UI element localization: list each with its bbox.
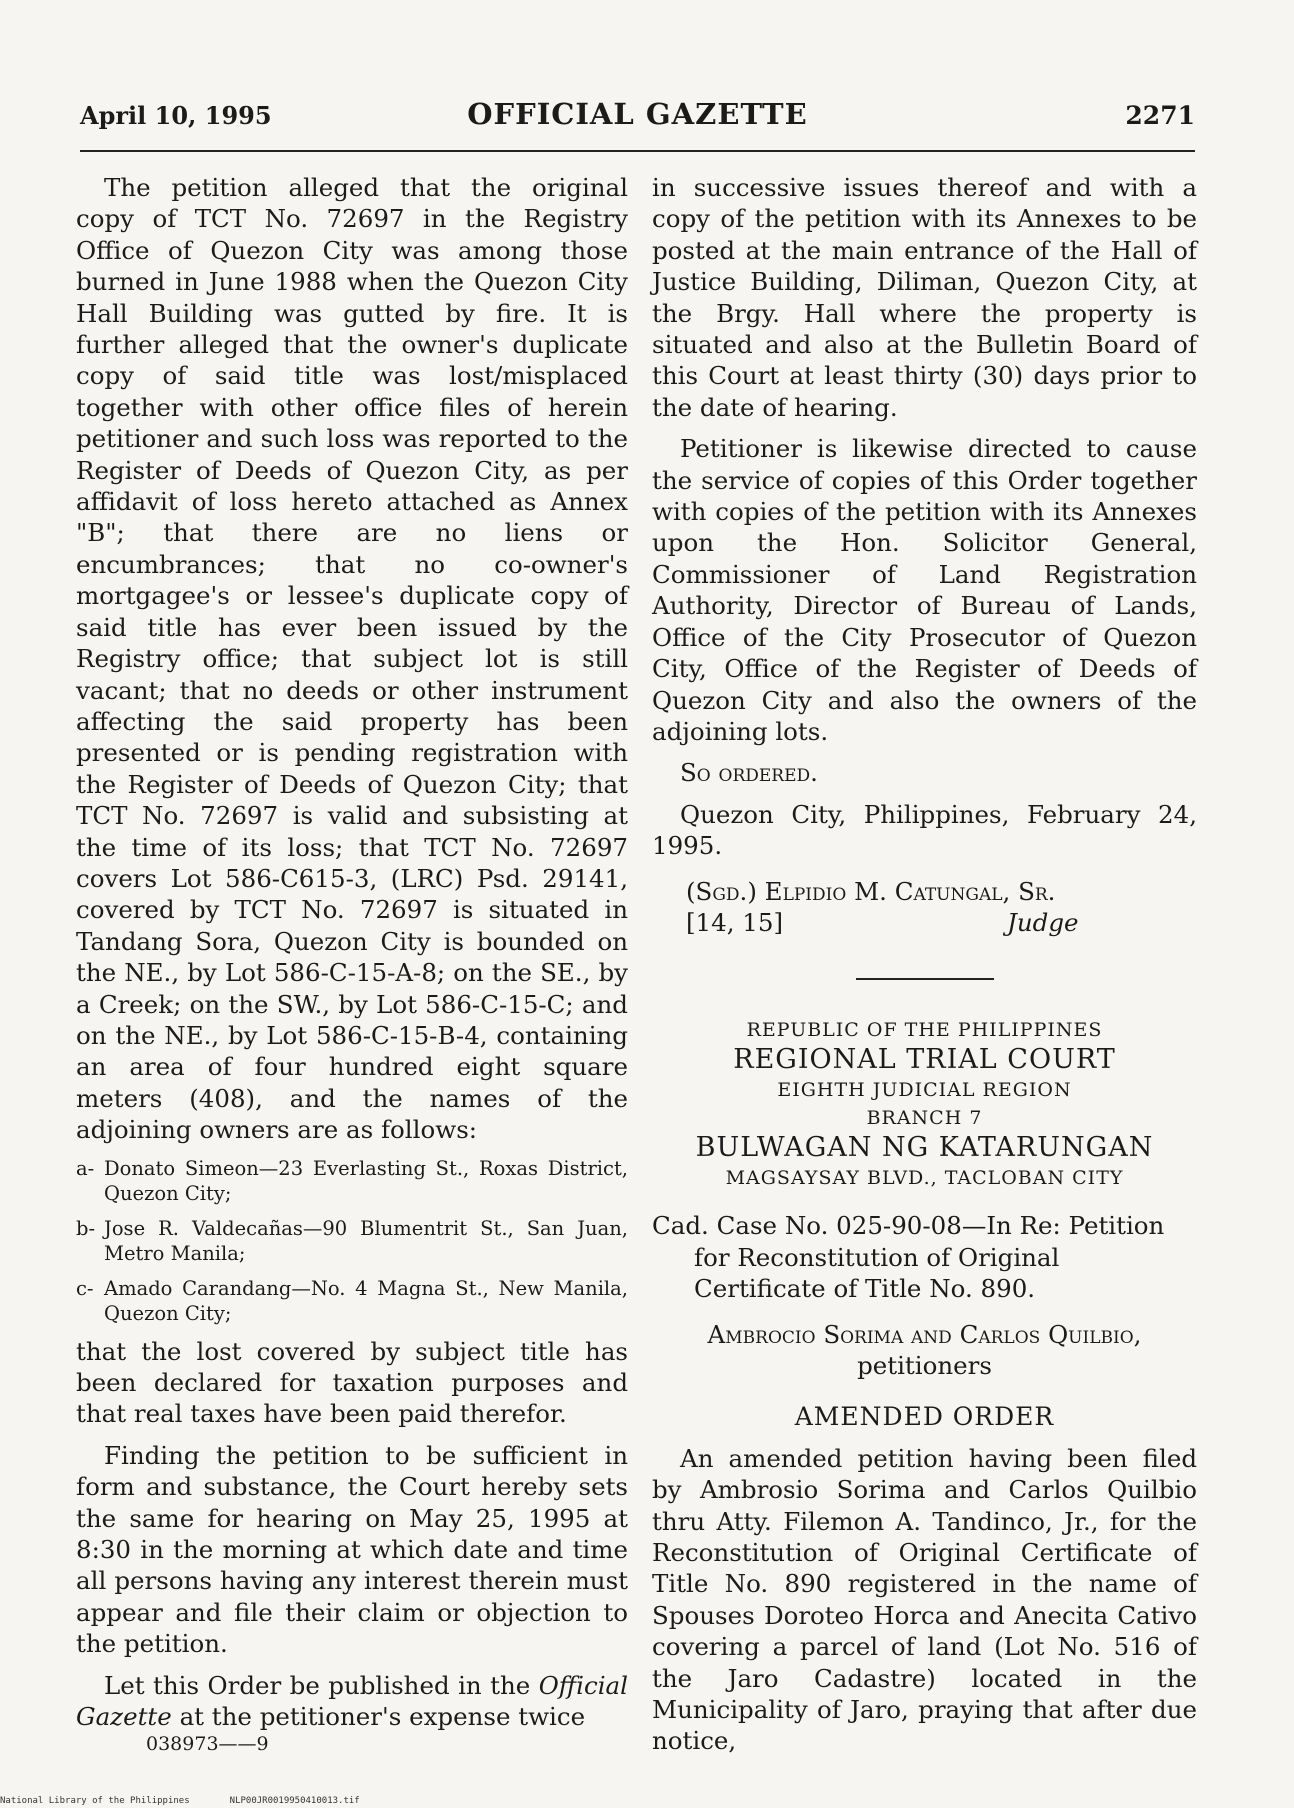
page-number: 2271 — [1125, 101, 1195, 130]
petition-allegations-paragraph: The petition alleged that the original copy of TCT No. 72697 in the Registry Office of Quezon City was among those burned in June 1988 when the Quezon City Hall Building was gutted by fire. It is further alleged that the owner's duplicate copy of said title was lost/misplaced together with other office files of herein petitioner and such loss was reported to the Register of Deeds of Quezon City, as per affidavit of loss hereto attached as Annex "B"; that there are no liens or encumbrances; that no co-owner's mortgagee's or lessee's duplicate copy of said title has ever been issued by the Registry office; that subject lot is still vacant; that no deeds or other instrument affecting the said property has been presented or is pending registration with the Register of Deeds of Quezon City; that TCT No. 72697 is valid and subsisting at the time of its loss; that TCT No. 72697 covers Lot 586-C615-3, (LRC) Psd. 29141, covered by TCT No. 72697 is situated in Tandang Sora, Quezon City is bounded on the NE., by Lot 586-C-15-A-8; on the SE., by a Creek; on the SW., by Lot 586-C-15-C; and on the NE., by Lot 586-C-15-B-4, containing an area of four hundred eight square meters (408), and the names of the adjoining owners are as follows: — [76, 173, 628, 1145]
issue-date: April 10, 1995 — [80, 101, 272, 130]
list-marker: a- — [76, 1156, 95, 1180]
posting-paragraph: in successive issues thereof and with a copy of the petition with its Annexes to be posted at the main entrance of the Hall of Justice Building, Diliman, Quezon City, at the Brgy. Hall where the property is situated and also at the Bulletin Board of this Court at least thirty (30) days prior to the date of hearing. — [652, 173, 1197, 422]
publication-text-end: at the petitioner's expense twice — [171, 1702, 586, 1732]
list-item — [76, 1156, 628, 1206]
order-title: AMENDED ORDER — [794, 1402, 1055, 1432]
list-item — [76, 1276, 628, 1326]
hearing-paragraph: Finding the petition to be sufficient in form and substance, the Court hereby sets the same for hearing on May 25, 1995 at 8:30 in the morning at which date and time all persons having any interest therein must appear and file their claim or objection to the petition. — [76, 1440, 628, 1659]
signature-block — [652, 876, 1197, 939]
owner-entry: Jose R. Valdecañas—90 Blumentrit St., San Juan, Metro Manila; — [104, 1216, 628, 1265]
petitioners-label: petitioners — [857, 1350, 992, 1380]
judge-title: Judge — [1007, 907, 1079, 937]
taxation-paragraph: that the lost covered by subject title has been declared for taxation purposes and that real taxes have been paid therefor. — [76, 1336, 628, 1429]
court-region: EIGHTH JUDICIAL REGION — [777, 1079, 1072, 1102]
print-code: 038973——9 — [146, 1733, 269, 1755]
header-rule — [80, 150, 1195, 152]
gazette-name: Official Gazette — [76, 1670, 628, 1732]
list-marker: c- — [76, 1276, 94, 1300]
section-divider — [856, 978, 994, 980]
publication-text-start: Let this Order be published in the — [104, 1670, 539, 1700]
publication-title: OFFICIAL GAZETTE — [467, 97, 808, 131]
left-column — [76, 172, 628, 1732]
signature-line-2 — [686, 907, 1197, 938]
source-stamp — [0, 1796, 360, 1806]
adjoining-owners-list — [76, 1156, 628, 1326]
publication-paragraph — [76, 1670, 628, 1733]
page-header — [80, 95, 1195, 135]
place-and-date: Quezon City, Philippines, February 24, 1995. — [652, 799, 1197, 861]
service-paragraph: Petitioner is likewise directed to cause the service of copies of this Order together with copies of the petition with its Annexes upon the Hon. Solicitor General, Commissioner of Land Registration Authority, Director of Bureau of Lands, Office of the City Prosecutor of Quezon City, Office of the Register of Deeds of Quezon City and also the owners of the adjoining lots. — [652, 434, 1197, 746]
court-branch: BRANCH 7 — [866, 1107, 983, 1130]
signatory: (Sgd.) Elpidio M. Catungal, Sr. — [686, 876, 1056, 906]
issue-reference: [14, 15] — [686, 907, 784, 937]
court-building: BULWAGAN NG KATARUNGAN — [695, 1132, 1154, 1164]
court-address: MAGSAYSAY BLVD., TACLOBAN CITY — [725, 1167, 1124, 1190]
source-library: National Library of the Philippines — [0, 1796, 190, 1806]
court-name: REGIONAL TRIAL COURT — [733, 1044, 1116, 1076]
so-ordered: So ordered. — [680, 758, 818, 788]
source-file: NLP00JR0019950410013.tif — [229, 1796, 360, 1806]
list-item — [76, 1216, 628, 1266]
court-republic: REPUBLIC OF THE PHILIPPINES — [746, 1019, 1103, 1042]
list-marker: b- — [76, 1216, 96, 1240]
owner-entry: Donato Simeon—23 Everlasting St., Roxas District, Quezon City; — [104, 1156, 628, 1205]
amended-petition-paragraph: An amended petition having been filed by Ambrosio Sorima and Carlos Quilbio thru Atty. Filemon A. Tandinco, Jr., for the Reconstitution of Original Certificate of Title No. 890 registered in the name of Spouses Doroteo Horca and Anecita Cativo covering a parcel of land (Lot No. 516 of the Jaro Cadastre) located in the Municipality of Jaro, praying that after due notice, — [652, 1443, 1197, 1756]
parties: Ambrocio Sorima and Carlos Quilbio, — [707, 1319, 1142, 1349]
case-caption: Cad. Case No. 025-90-08—In Re: Petition for Reconstitution of Original Certificate of Title No. 890. — [652, 1211, 1165, 1304]
right-column — [652, 172, 1197, 1757]
owner-entry: Amado Carandang—No. 4 Magna St., New Manila, Quezon City; — [104, 1276, 628, 1325]
